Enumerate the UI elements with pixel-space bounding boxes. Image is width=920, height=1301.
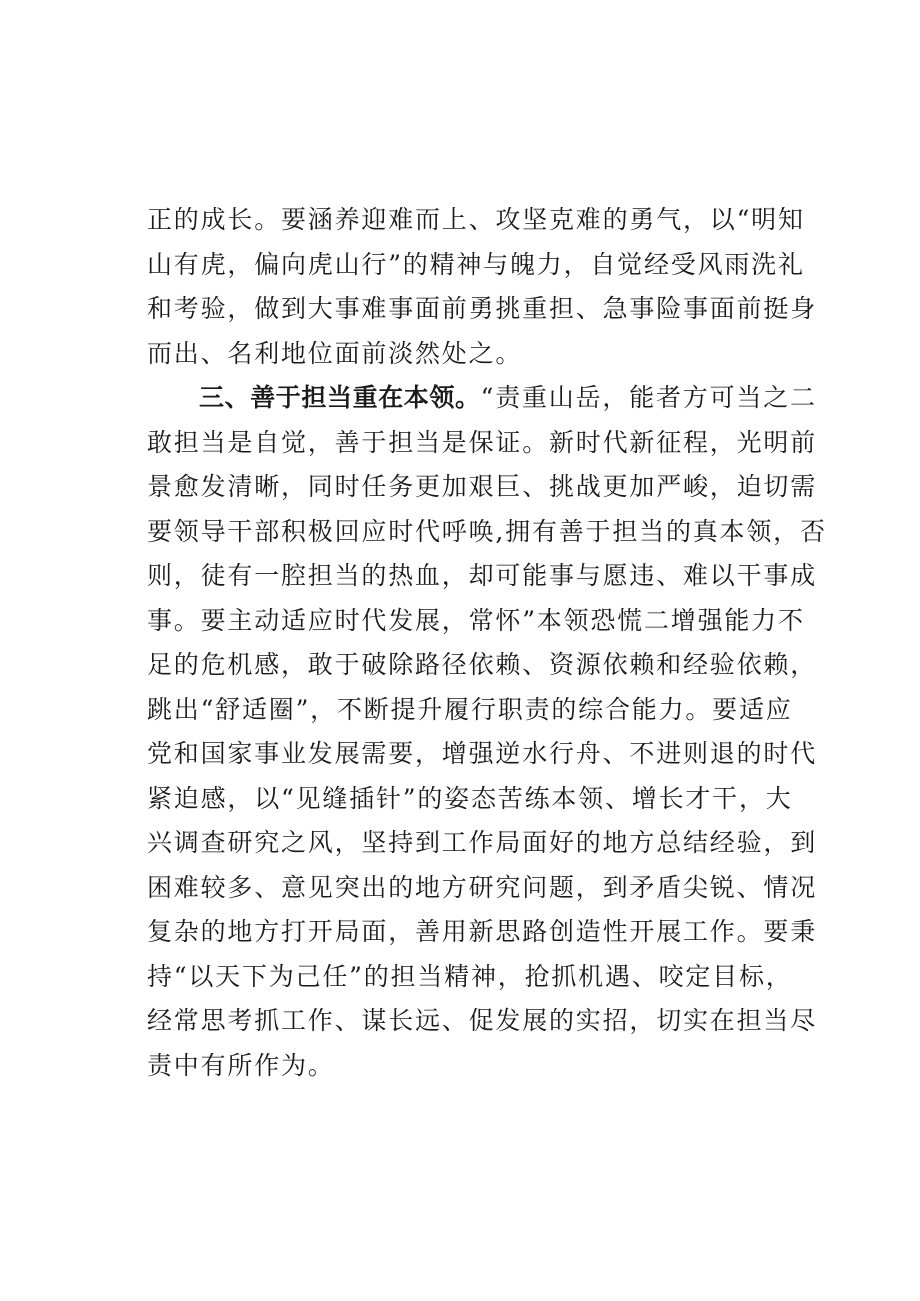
text-line: 持“以天下为己任”的担当精神，抢抓机遇、咬定目标， bbox=[147, 961, 793, 991]
text-line: 责中有所作为。 bbox=[147, 1050, 335, 1080]
text-line: 敢担当是自觉，善于担当是保证。新时代新征程，光明前 bbox=[147, 427, 818, 457]
text-line: 事。要主动适应时代发展，常怀”本领恐慌二增强能力不 bbox=[147, 605, 805, 635]
paragraph-2 bbox=[147, 376, 827, 1088]
paragraph-1 bbox=[147, 198, 818, 376]
text-line: 跳出“舒适圈”，不断提升履行职责的综合能力。要适应 bbox=[147, 694, 793, 724]
text-line: 则，徒有一腔担当的热血，却可能事与愿违、难以干事成 bbox=[147, 561, 818, 590]
text-line: 复杂的地方打开局面，善用新思路创造性开展工作。要秉 bbox=[147, 917, 818, 946]
text-line: 景愈发清晰，同时任务更加艰巨、挑战更加严峻，迫切需 bbox=[147, 472, 818, 501]
text-line: 而出、名利地位面前淡然处之。 bbox=[147, 338, 523, 368]
text-line: 经常思考抓工作、谋长远、促发展的实招，切实在担当尽 bbox=[147, 1006, 818, 1035]
text-line: 困难较多、意见突出的地方研究问题，到矛盾尖锐、情况 bbox=[147, 872, 818, 902]
text-line: 要领导干部积极回应时代呼唤,拥有善于担当的真本领，否 bbox=[147, 516, 827, 546]
text-line: 和考验，做到大事难事面前勇挑重担、急事险事面前挺身 bbox=[147, 294, 818, 323]
text-fragment: “责重山岳，能者方可当之二 bbox=[480, 383, 817, 412]
text-line: 党和国家事业发展需要，增强逆水行舟、不进则退的时代 bbox=[147, 739, 818, 768]
document-body bbox=[147, 198, 827, 1088]
text-line: 正的成长。要涵养迎难而上、攻坚克难的勇气，以“明知 bbox=[147, 205, 805, 234]
text-line: 兴调查研究之风，坚持到工作局面好的地方总结经验，到 bbox=[147, 828, 818, 857]
text-line: 足的危机感，敢于破除路径依赖、资源依赖和经验依赖， bbox=[147, 650, 818, 679]
paragraph-2-first-line bbox=[147, 376, 817, 421]
section-heading: 三、善于担当重在本领。 bbox=[199, 383, 481, 412]
text-line: 山有虎，偏向虎山行”的精神与魄力，自觉经受风雨洗礼 bbox=[147, 249, 805, 279]
text-line: 紧迫感，以“见缝插针”的姿态苦练本领、增长才干，大 bbox=[147, 783, 793, 813]
